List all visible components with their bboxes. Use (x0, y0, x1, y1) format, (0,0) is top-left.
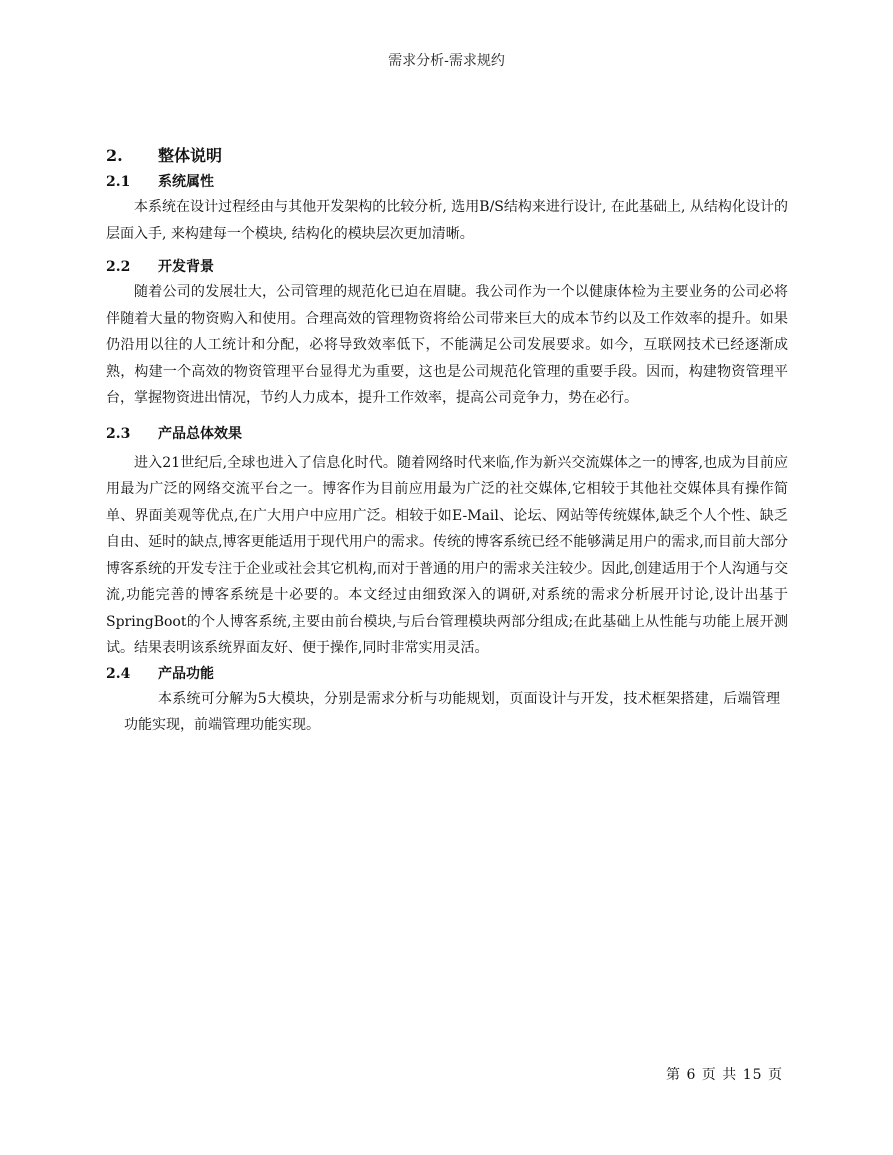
page-number: 第 6 页 共 15 页 (666, 1067, 783, 1083)
subsection-number: 2.3 (106, 425, 131, 442)
subsection-number: 2.4 (106, 665, 131, 682)
subsection-heading-2-3 (106, 422, 788, 446)
subsection-number: 2.2 (106, 259, 131, 275)
document-body (106, 144, 788, 739)
subsection-title: 系统属性 (158, 174, 214, 190)
paragraph-system-attributes: 本系统在设计过程经由与其他开发架构的比较分析, 选用B/S结构来进行设计, 在此基础上, 从结构化设计的层面入手, 来构建每一个模块, 结构化的模块层次更加清晰。 (106, 199, 788, 242)
paragraph-development-background: 随着公司的发展壮大，公司管理的规范化已迫在眉睫。我公司作为一个以健康体检为主要业务的公司必将伴随着大量的物资购入和使用。合理高效的管理物资将给公司带来巨大的成本节约以及工作效率的提升。如果仍沿用以往的人工统计和分配，必将导致效率低下，不能满足公司发展要求。如今，互联网技术已经逐渐成熟，构建一个高效的物资管理平台显得尤为重要，这也是公司规范化管理的重要手段。因而，构建物资管理平台，掌握物资进出情况，节约人力成本，提升工作效率，提高公司竞争力，势在必行。 (106, 284, 788, 406)
subsection-heading-2-4 (106, 662, 788, 686)
paragraph-product-functions: 本系统可分解为5大模块，分别是需求分析与功能规划，页面设计与开发，技术框架搭建，后端管理功能实现，前端管理功能实现。 (124, 690, 780, 733)
page-header: 需求分析-需求规约 (388, 53, 505, 69)
section-heading (106, 144, 788, 168)
subsection-heading-2-1 (106, 170, 788, 194)
paragraph-product-overall-effect: 进入21世纪后,全球也进入了信息化时代。随着网络时代来临,作为新兴交流媒体之一的博客,也成为目前应用最为广泛的网络交流平台之一。博客作为目前应用最为广泛的社交媒体,它相较于其他社交媒体具有操作简单、界面美观等优点,在广大用户中应用广泛。相较于如E-Mail、论坛、网站等传统媒体,缺乏个人个性、缺乏自由、延时的缺点,博客更能适用于现代用户的需求。传统的博客系统已经不能够满足用户的需求,而目前大部分博客系统的开发专注于企业或社会其它机构,而对于普通的用户的需求关注较少。因此,创建适用于个人沟通与交流,功能完善的博客系统是十必要的。本文经过由细致深入的调研,对系统的需求分析展开讨论,设计出基于SpringBoot的个人博客系统,主要由前台模块,与后台管理模块两部分组成;在此基础上从性能与功能上展开测试。结果表明该系统界面友好、便于操作,同时非常实用灵活。 (106, 454, 788, 656)
subsection-heading-2-2 (106, 255, 788, 279)
section-title: 整体说明 (158, 146, 223, 165)
section-number: 2. (106, 146, 123, 165)
subsection-title: 开发背景 (158, 259, 214, 275)
subsection-title: 产品总体效果 (158, 425, 242, 442)
subsection-number: 2.1 (106, 174, 131, 190)
subsection-title: 产品功能 (158, 665, 214, 682)
